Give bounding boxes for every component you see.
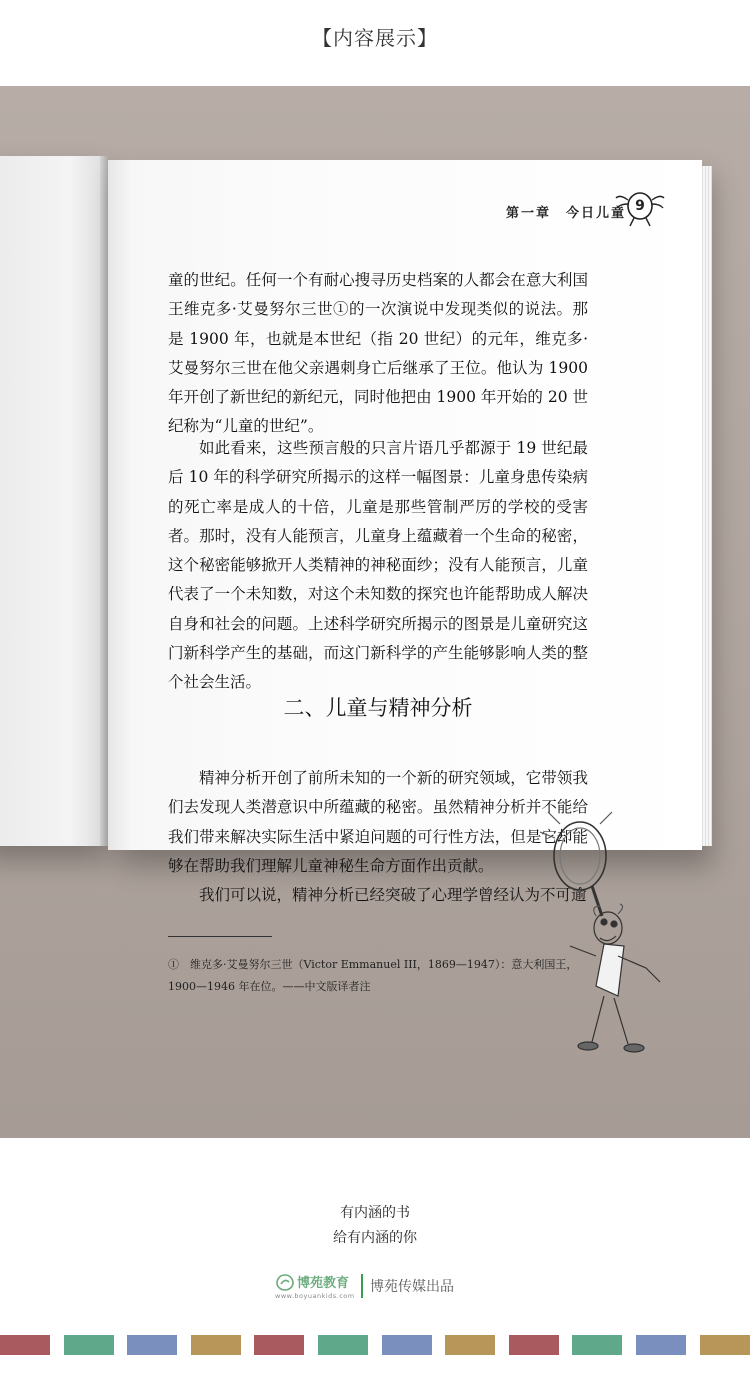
color-block (254, 1335, 304, 1355)
brand-separator (361, 1274, 363, 1298)
paragraph-2: 如此看来，这些预言般的只言片语几乎都源于 19 世纪最后 10 年的科学研究所揭示的这样一幅图景：儿童身患传染病的死亡率是成人的十倍，儿童是那些管制严厉的学校的受害者。那时，没有人能预言，儿童身上蕴藏着一个生命的秘密，这个秘密能够掀开人类精神的神秘面纱；没有人能预言，儿童代表了一个未知数，对这个未知数的探究也许能帮助成人解决自身和社会的问题。上述科学研究所揭示的图景是儿童研究这门新科学产生的基础，而这门新科学的产生能够影响人类的整个社会生活。 (168, 439, 588, 692)
slogan-line-2: 给有内涵的你 (333, 1230, 417, 1246)
brand-logo (275, 1270, 475, 1306)
page-stack-edge (702, 166, 712, 846)
slogan-line-1: 有内涵的书 (340, 1205, 410, 1221)
color-block (0, 1335, 50, 1355)
brand-leaf-icon (275, 1272, 295, 1292)
book-photo (0, 86, 750, 1138)
color-block (64, 1335, 114, 1355)
color-block (445, 1335, 495, 1355)
footnote-rule (168, 936, 272, 937)
color-block (509, 1335, 559, 1355)
color-block (127, 1335, 177, 1355)
color-block (700, 1335, 750, 1355)
footnote-line-2: 1900—1946 年在位。——中文版译者注 (168, 980, 371, 993)
page-number: 9 (635, 198, 645, 214)
left-page (0, 156, 108, 846)
page-gutter-shadow (100, 156, 108, 846)
color-block (572, 1335, 622, 1355)
paragraph-3: 精神分析开创了前所未知的一个新的研究领域，它带领我们去发现人类潜意识中所蕴藏的秘密。虽然精神分析并不能给我们带来解决实际生活中紧迫问题的可行性方法，但是它却能够在帮助我们理解儿童神秘生命方面作出贡献。 (168, 769, 588, 875)
color-block (191, 1335, 241, 1355)
brand-publisher: 博苑传媒出品 (370, 1279, 454, 1295)
brand-name: 博苑教育 (297, 1276, 350, 1291)
running-head: 第一章 今日儿童 (505, 206, 626, 221)
section-heading: 二、儿童与精神分析 (283, 696, 473, 720)
footnote-line-1: ① 维克多·艾曼努尔三世（Victor Emmanuel III，1869—1947）：意大利国王， (168, 958, 578, 971)
color-block (318, 1335, 368, 1355)
paragraph-4: 我们可以说，精神分析已经突破了心理学曾经认为不可逾 (199, 886, 587, 904)
color-block (636, 1335, 686, 1355)
color-block (382, 1335, 432, 1355)
paragraph-1: 童的世纪。任何一个有耐心搜寻历史档案的人都会在意大利国王维克多·艾曼努尔三世①的一次演说中发现类似的说法。那是 1900 年，也就是本世纪（指 20 世纪）的元年，维克多·艾曼努尔三世在他父亲遇刺身亡后继承了王位。他认为 1900 年开创了新世纪的新纪元，同时他把由 1900 年开始的 20 世纪称为“儿童的世纪”。 (168, 271, 588, 436)
scientist-magnifier-illustration (500, 806, 670, 1066)
decorative-color-strip (0, 1335, 750, 1357)
section-title: 【内容展示】 (312, 26, 438, 50)
brand-url: www.boyuankids.com (275, 1292, 355, 1300)
